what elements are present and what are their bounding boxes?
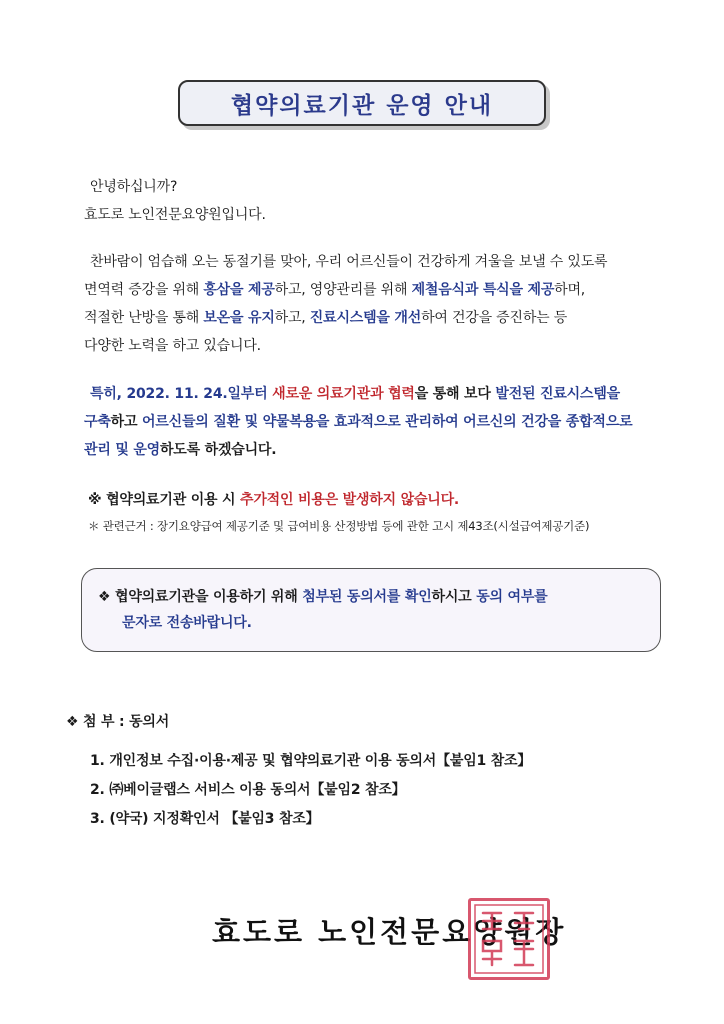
para2-line-2: 구축하고 어르신들의 질환 및 약물복용을 효과적으로 관리하여 어르신의 건강을 종합적으로 bbox=[84, 414, 633, 430]
attachment-item: 3. (약국) 지정확인서 【붙임3 참조】 bbox=[90, 811, 320, 827]
title-box bbox=[178, 80, 546, 126]
attachments-heading: ❖ 첨 부 : 동의서 bbox=[66, 714, 170, 730]
para1-line-3: 적절한 난방을 통해 보온을 유지하고, 진료시스템을 개선하여 건강을 증진하는 등 bbox=[84, 310, 568, 326]
para2-line-3: 관리 및 운영하도록 하겠습니다. bbox=[84, 442, 277, 458]
official-seal-icon bbox=[468, 898, 550, 980]
attachment-item: 1. 개인정보 수집·이용·제공 및 협약의료기관 이용 동의서【붙임1 참조】 bbox=[90, 753, 532, 769]
greeting-line-2: 효도로 노인전문요양원입니다. bbox=[84, 207, 266, 223]
notice-line-1: ❖ 협약의료기관을 이용하기 위해 첨부된 동의서를 확인하시고 동의 여부를 bbox=[98, 589, 548, 605]
para1-line-1: 찬바람이 엄습해 오는 동절기를 맞아, 우리 어르신들이 건강하게 겨울을 보낼 수 있도록 bbox=[90, 254, 608, 270]
para1-line-2: 면역력 증강을 위해 홍삼을 제공하고, 영양관리를 위해 제철음식과 특식을 제공하며, bbox=[84, 282, 586, 298]
signature: 효도로 노인전문요양원장 bbox=[212, 915, 567, 949]
para2-line-1: 특히, 2022. 11. 24.일부터 새로운 의료기관과 협력을 통해 보다 발전된 진료시스템을 bbox=[90, 386, 620, 402]
legal-basis: ＊ 관련근거 : 장기요양급여 제공기준 및 급여비용 산정방법 등에 관한 고시 제43조(시설급여제공기준) bbox=[88, 519, 590, 533]
page-title: 협약의료기관 운영 안내 bbox=[230, 92, 494, 119]
attachment-item: 2. ㈜베이글랩스 서비스 이용 동의서【붙임2 참조】 bbox=[90, 782, 406, 798]
notice-line-2: 문자로 전송바랍니다. bbox=[122, 615, 252, 631]
greeting-line-1: 안녕하십니까? bbox=[90, 179, 178, 195]
cost-note: ※ 협약의료기관 이용 시 추가적인 비용은 발생하지 않습니다. bbox=[88, 492, 460, 508]
para1-line-4: 다양한 노력을 하고 있습니다. bbox=[84, 338, 261, 354]
notice-box bbox=[81, 568, 661, 652]
